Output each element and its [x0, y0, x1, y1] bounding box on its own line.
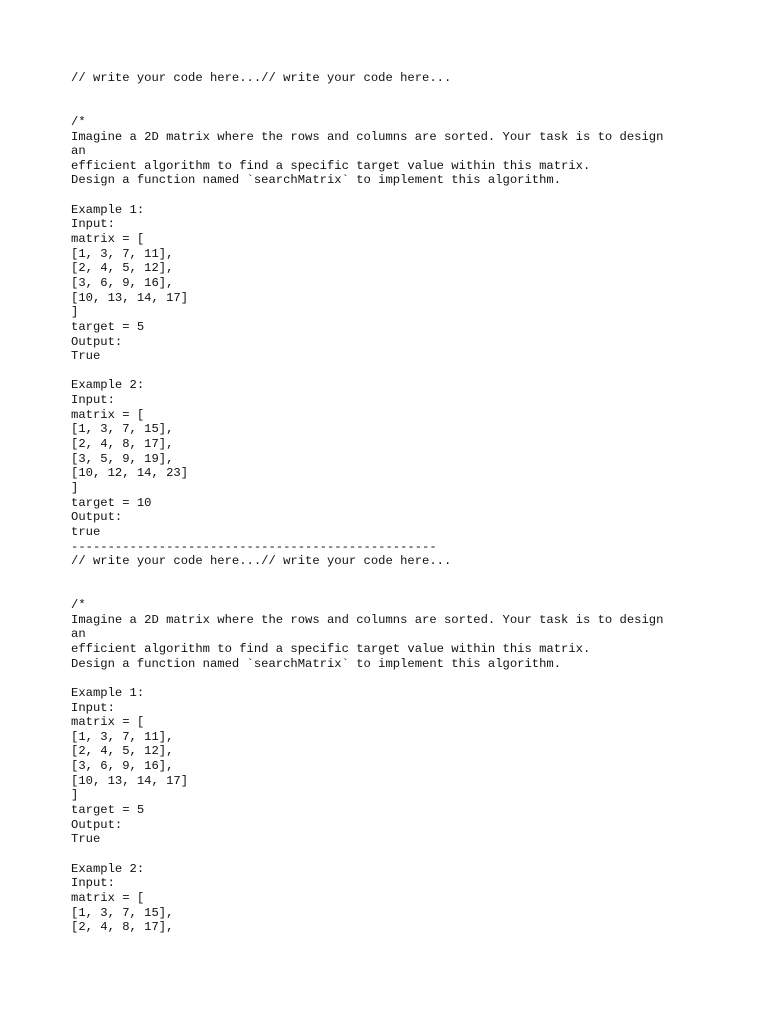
text-line: Imagine a 2D matrix where the rows and columns are sorted. Your task is to design [71, 612, 664, 627]
text-line: Input: [71, 700, 115, 715]
document-page [71, 71, 751, 935]
text-line: efficient algorithm to find a specific target value within this matrix. [71, 158, 591, 173]
text-line [71, 100, 751, 115]
text-line: Example 1: [71, 202, 145, 217]
text-line: [10, 13, 14, 17] [71, 290, 189, 305]
text-line: Input: [71, 876, 115, 891]
text-line: [3, 5, 9, 19], [71, 451, 174, 466]
separator-line: -------------------------------------------------- [71, 539, 437, 554]
text-line: // write your code here...// write your code here... [71, 71, 452, 85]
text-line: True [71, 832, 101, 847]
text-line: Design a function named `searchMatrix` to implement this algorithm. [71, 656, 562, 671]
text-line: Example 2: [71, 378, 145, 393]
text-line [71, 86, 751, 101]
text-line: target = 5 [71, 319, 145, 334]
text-line: [10, 13, 14, 17] [71, 773, 189, 788]
text-line: efficient algorithm to find a specific target value within this matrix. [71, 641, 591, 656]
text-line [71, 569, 751, 584]
text-line: matrix = [ [71, 715, 145, 730]
text-line [71, 847, 751, 862]
text-line: matrix = [ [71, 890, 145, 905]
text-line: [1, 3, 7, 15], [71, 905, 174, 920]
text-line: an [71, 627, 86, 642]
text-line: True [71, 349, 101, 364]
text-line: Design a function named `searchMatrix` to implement this algorithm. [71, 173, 562, 188]
text-line: [1, 3, 7, 11], [71, 729, 174, 744]
text-line: [2, 4, 5, 12], [71, 261, 174, 276]
text-line: [3, 6, 9, 16], [71, 275, 174, 290]
text-line: [10, 12, 14, 23] [71, 466, 189, 481]
text-line: matrix = [ [71, 407, 145, 422]
text-line [71, 364, 751, 379]
text-line: Input: [71, 393, 115, 408]
text-line: /* [71, 114, 86, 129]
text-line: Output: [71, 510, 123, 525]
text-line: [2, 4, 8, 17], [71, 437, 174, 452]
text-line: matrix = [ [71, 232, 145, 247]
text-line: /* [71, 598, 86, 613]
text-line: Output: [71, 334, 123, 349]
text-line: Imagine a 2D matrix where the rows and columns are sorted. Your task is to design [71, 129, 664, 144]
text-line: Input: [71, 217, 115, 232]
text-line: [2, 4, 5, 12], [71, 744, 174, 759]
text-line [71, 188, 751, 203]
text-line: [2, 4, 8, 17], [71, 920, 174, 935]
text-line: ] [71, 788, 79, 803]
text-line: target = 10 [71, 495, 152, 510]
text-line: true [71, 524, 101, 539]
text-line: an [71, 144, 86, 159]
text-line: ] [71, 480, 79, 495]
text-line: target = 5 [71, 803, 145, 818]
text-line [71, 583, 751, 598]
text-line: Example 1: [71, 685, 145, 700]
text-line: Output: [71, 817, 123, 832]
text-line: Example 2: [71, 861, 145, 876]
text-line: // write your code here...// write your code here... [71, 554, 452, 569]
text-line [71, 671, 751, 686]
text-line: [3, 6, 9, 16], [71, 759, 174, 774]
text-line: [1, 3, 7, 15], [71, 422, 174, 437]
text-line: ] [71, 305, 79, 320]
text-line: [1, 3, 7, 11], [71, 246, 174, 261]
